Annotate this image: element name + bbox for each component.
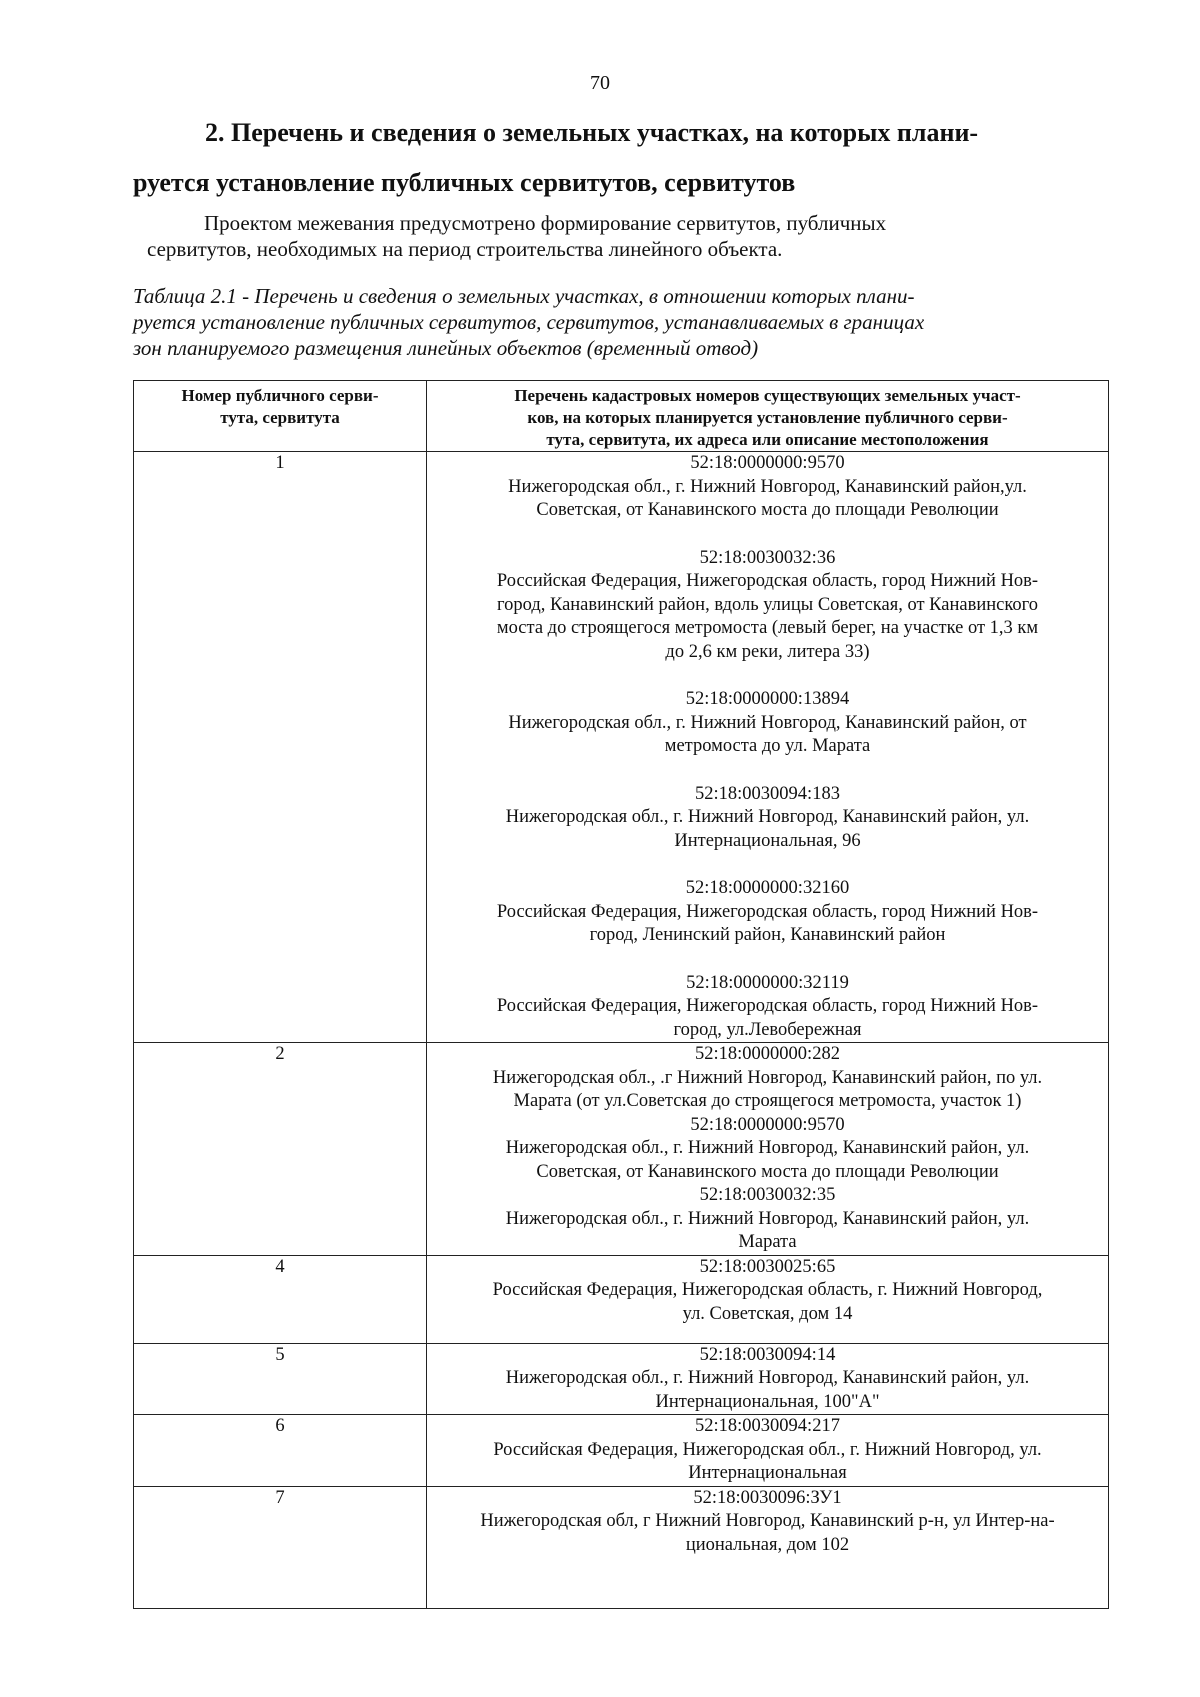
cadastral-number: 52:18:0030094:14: [699, 1344, 836, 1365]
address-line: Нижегородская обл., г. Нижний Новгород, Канавинский район, от: [508, 712, 1027, 733]
cadastral-number: 52:18:0000000:9570: [690, 1114, 845, 1135]
address-line: Российская Федерация, Нижегородская обл., г. Нижний Новгород, ул.: [493, 1439, 1042, 1460]
page-number: 70: [590, 72, 610, 94]
cadastral-number: 52:18:0030094:183: [695, 783, 840, 804]
parcel-entry: [435, 1256, 1100, 1327]
parcel-entry: [435, 688, 1100, 759]
table-caption-line-3: зон планируемого размещения линейных объектов (временный отвод): [133, 336, 759, 360]
address-line: моста до строящегося метромоста (левый берег, на участке от 1,3 км: [496, 618, 1039, 638]
address-line: Марата: [738, 1232, 797, 1252]
cadastral-number: 52:18:0000000:32119: [686, 972, 849, 993]
address-line: город, Ленинский район, Канавинский район: [589, 925, 946, 945]
table-row: [134, 1486, 1109, 1608]
cadastral-number: 52:18:0000000:282: [695, 1044, 840, 1064]
address-line: Советская, от Канавинского моста до площади Революции: [536, 1161, 999, 1182]
address-line: Российская Федерация, Нижегородская область, город Нижний Нов-: [496, 571, 1039, 591]
address-line: Нижегородская обл., г. Нижний Новгород, Канавинский район, ул.: [505, 1138, 1030, 1158]
address-line: Нижегородская обл., г. Нижний Новгород, Канавинский район, ул.: [505, 1368, 1030, 1388]
address-line: Нижегородская обл., г. Нижний Новгород, Канавинский район, ул.: [505, 807, 1030, 827]
address-line: Российская Федерация, Нижегородская область, г. Нижний Новгород,: [492, 1280, 1043, 1300]
address-line: город, ул.Левобережная: [673, 1019, 862, 1040]
table-header-row: [134, 381, 1109, 452]
cadastral-number: 52:18:0000000:9570: [690, 453, 845, 473]
header-col2-line: Перечень кадастровых номеров существующих земельных участ-: [514, 386, 1021, 405]
address-line: Советская, от Канавинского моста до площади Революции: [536, 500, 999, 520]
address-line: Марата (от ул.Советская до строящегося метромоста, участок 1): [513, 1091, 1022, 1111]
table-caption-line-1: Таблица 2.1 - Перечень и сведения о земельных участках, в отношении которых плани-: [133, 284, 915, 308]
parcel-entry: [435, 1043, 1100, 1114]
cadastral-cell: [427, 1415, 1109, 1487]
address-line: город, Канавинский район, вдоль улицы Советская, от Канавинского: [496, 594, 1039, 615]
address-line: Интернациональная, 96: [674, 830, 861, 851]
address-line: Российская Федерация, Нижегородская область, город Нижний Нов-: [496, 996, 1039, 1016]
table-caption: [133, 283, 1093, 361]
parcel-entry: [435, 547, 1100, 665]
address-line: Нижегородская обл., .г Нижний Новгород, Канавинский район, по ул.: [492, 1067, 1043, 1088]
cadastral-cell: [427, 1343, 1109, 1415]
section-heading-line-1: 2. Перечень и сведения о земельных участках, на которых плани-: [205, 118, 979, 147]
address-line: Российская Федерация, Нижегородская область, город Нижний Нов-: [496, 901, 1039, 922]
intro-line-1: Проектом межевания предусмотрено формирование сервитутов, публичных: [204, 211, 887, 235]
address-line: метромоста до ул. Марата: [664, 736, 871, 756]
cadastral-cell: [427, 1043, 1109, 1256]
servitude-number: 1: [134, 452, 427, 1043]
header-servitude-number: [134, 381, 427, 452]
parcel-entry: [435, 452, 1100, 523]
header-col1-line: Номер публичного серви-: [181, 386, 379, 405]
cadastral-number: 52:18:0030032:36: [699, 547, 836, 568]
servitude-number: 2: [134, 1043, 427, 1256]
address-line: Нижегородская обл., г. Нижний Новгород, Канавинский район,ул.: [508, 476, 1027, 497]
servitude-number: 4: [134, 1255, 427, 1343]
parcel-entry: [435, 1184, 1100, 1255]
parcel-entry: [435, 1344, 1100, 1415]
parcel-entry: [435, 783, 1100, 854]
cadastral-cell: [427, 1255, 1109, 1343]
parcel-entry: [435, 1415, 1100, 1486]
cadastral-number: 52:18:0000000:32160: [685, 878, 850, 898]
servitude-number: 5: [134, 1343, 427, 1415]
parcel-entry: [435, 1487, 1100, 1558]
address-line: Нижегородская обл, г Нижний Новгород, Канавинский р-н, ул Интер-на-: [480, 1511, 1055, 1531]
header-cadastral-list: [427, 381, 1109, 452]
table-row: [134, 1255, 1109, 1343]
cadastral-number: 52:18:0030094:217: [695, 1416, 840, 1436]
address-line: Интернациональная, 100"А": [655, 1391, 880, 1412]
parcel-entry: [435, 972, 1100, 1043]
address-line: циональная, дом 102: [685, 1534, 850, 1555]
cadastral-number: 52:18:0030025:65: [699, 1256, 836, 1277]
address-line: ул. Советская, дом 14: [682, 1303, 853, 1324]
address-line: Интернациональная: [688, 1463, 847, 1483]
table-row: [134, 1343, 1109, 1415]
header-col2-line: ков, на которых планируется установление публичного серви-: [527, 408, 1008, 427]
intro-line-2: сервитутов, необходимых на период строительства линейного объекта.: [147, 237, 783, 261]
cadastral-cell: [427, 1486, 1109, 1608]
header-col2-line: тута, сервитута, их адреса или описание местоположения: [546, 430, 989, 449]
cadastral-number: 52:18:0030096:ЗУ1: [693, 1487, 842, 1508]
servitude-number: 7: [134, 1486, 427, 1608]
address-line: Нижегородская обл., г. Нижний Новгород, Канавинский район, ул.: [505, 1208, 1030, 1229]
cadastral-cell: [427, 452, 1109, 1043]
servitude-number: 6: [134, 1415, 427, 1487]
section-heading-line-2: руется установление публичных сервитутов, сервитутов: [133, 168, 796, 197]
header-col1-line: тута, сервитута: [220, 408, 340, 427]
table-row: [134, 1043, 1109, 1256]
table-caption-line-2: руется установление публичных сервитутов, сервитутов, устанавливаемых в границах: [133, 310, 925, 334]
parcel-entry: [435, 877, 1100, 948]
section-heading: [133, 108, 1083, 208]
parcel-entry: [435, 1114, 1100, 1185]
intro-paragraph: [147, 210, 1107, 262]
address-line: до 2,6 км реки, литера 33): [665, 641, 870, 662]
cadastral-number: 52:18:0030032:35: [699, 1185, 836, 1205]
cadastral-number: 52:18:0000000:13894: [685, 689, 850, 709]
servitude-table: [133, 380, 1109, 1609]
table-row: [134, 1415, 1109, 1487]
table-row: [134, 452, 1109, 1043]
